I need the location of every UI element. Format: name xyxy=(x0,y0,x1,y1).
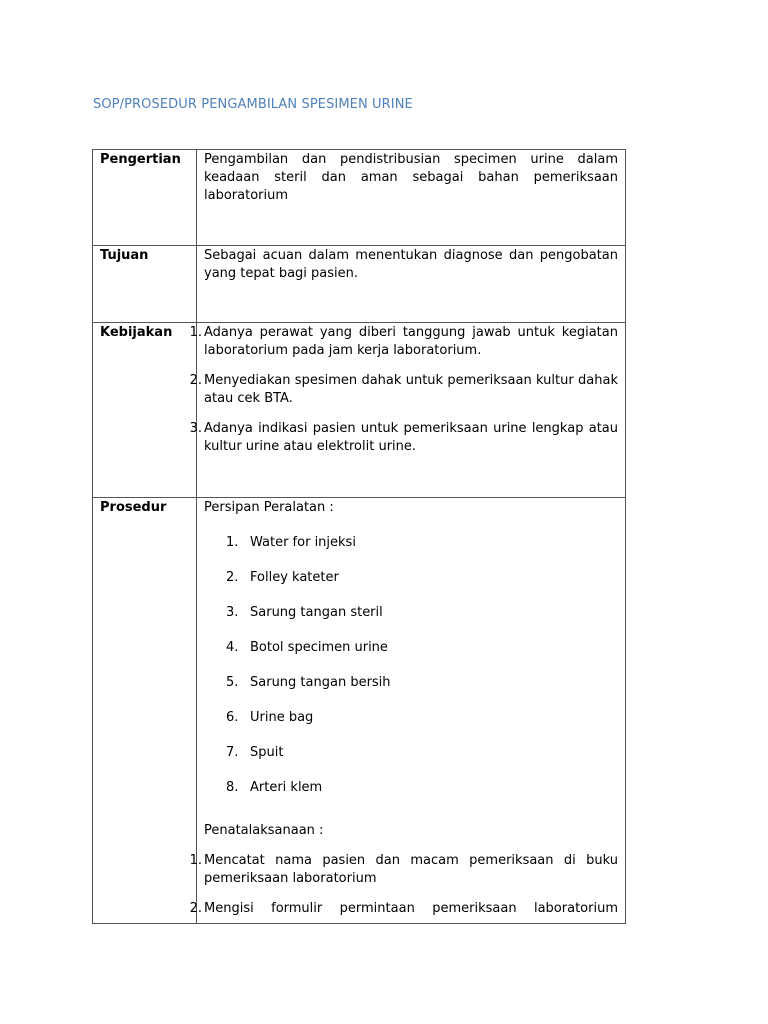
list-number: 4. xyxy=(226,640,239,655)
list-item xyxy=(226,709,618,744)
list-number: 1. xyxy=(189,325,202,340)
list-item xyxy=(226,779,618,814)
list-text: Sarung tangan bersih xyxy=(250,675,391,690)
list-number: 1. xyxy=(226,535,239,550)
content-tujuan xyxy=(197,246,626,323)
list-item xyxy=(226,674,618,709)
list-number: 7. xyxy=(226,745,239,760)
list-text: Spuit xyxy=(250,745,284,760)
label-tujuan: Tujuan xyxy=(93,246,197,323)
list-text: Arteri klem xyxy=(250,780,323,795)
row-prosedur xyxy=(93,498,626,924)
list-text: Urine bag xyxy=(250,710,314,725)
steps-list xyxy=(189,852,618,918)
content-pengertian xyxy=(197,150,626,246)
kebijakan-list xyxy=(189,324,618,456)
equipment-list xyxy=(204,534,618,814)
list-item xyxy=(226,744,618,779)
label-prosedur: Prosedur xyxy=(93,498,197,924)
list-text: Folley kateter xyxy=(250,570,339,585)
penatalaksanaan-heading: Penatalaksanaan : xyxy=(204,823,324,838)
tujuan-text: Sebagai acuan dalam menentukan diagnose dan pengobatan yang tepat bagi pasien. xyxy=(204,248,618,281)
list-text: Mencatat nama pasien dan macam pemeriksaan di buku pemeriksaan laboratorium xyxy=(204,853,618,886)
list-text: Menyediakan spesimen dahak untuk pemeriksaan kultur dahak atau cek BTA. xyxy=(204,373,618,406)
list-item xyxy=(226,604,618,639)
list-item xyxy=(189,900,618,918)
pengertian-text: Pengambilan dan pendistribusian specimen urine dalam keadaan steril dan aman sebagai bahan pemeriksaan laboratorium xyxy=(204,152,618,203)
list-text: Adanya perawat yang diberi tanggung jawab untuk kegiatan laboratorium pada jam kerja laboratorium. xyxy=(204,325,618,358)
content-kebijakan xyxy=(189,323,626,498)
list-number: 3. xyxy=(226,605,239,620)
list-item xyxy=(189,324,618,360)
list-text: Mengisi formulir permintaan pemeriksaan laboratorium xyxy=(204,901,618,916)
list-item xyxy=(226,569,618,604)
list-number: 3. xyxy=(189,421,202,436)
row-pengertian xyxy=(93,150,626,246)
list-text: Water for injeksi xyxy=(250,535,356,550)
list-number: 6. xyxy=(226,710,239,725)
list-item xyxy=(226,534,618,569)
label-kebijakan: Kebijakan xyxy=(93,323,197,498)
list-text: Botol specimen urine xyxy=(250,640,388,655)
list-number: 8. xyxy=(226,780,239,795)
list-text: Sarung tangan steril xyxy=(250,605,383,620)
persiapan-heading: Persipan Peralatan : xyxy=(204,500,334,515)
list-item xyxy=(226,639,618,674)
list-text: Adanya indikasi pasien untuk pemeriksaan urine lengkap atau kultur urine atau elektrolit urine. xyxy=(204,421,618,454)
row-tujuan xyxy=(93,246,626,323)
list-number: 5. xyxy=(226,675,239,690)
label-pengertian: Pengertian xyxy=(93,150,197,246)
list-number: 2. xyxy=(189,373,202,388)
list-item xyxy=(189,372,618,408)
list-number: 2. xyxy=(189,901,202,916)
list-item xyxy=(189,852,618,888)
document-title: SOP/PROSEDUR PENGAMBILAN SPESIMEN URINE xyxy=(93,97,413,112)
list-item xyxy=(189,420,618,456)
row-kebijakan xyxy=(93,323,626,498)
sop-table xyxy=(92,149,626,924)
content-prosedur xyxy=(189,498,626,924)
list-number: 1. xyxy=(189,853,202,868)
list-number: 2. xyxy=(226,570,239,585)
